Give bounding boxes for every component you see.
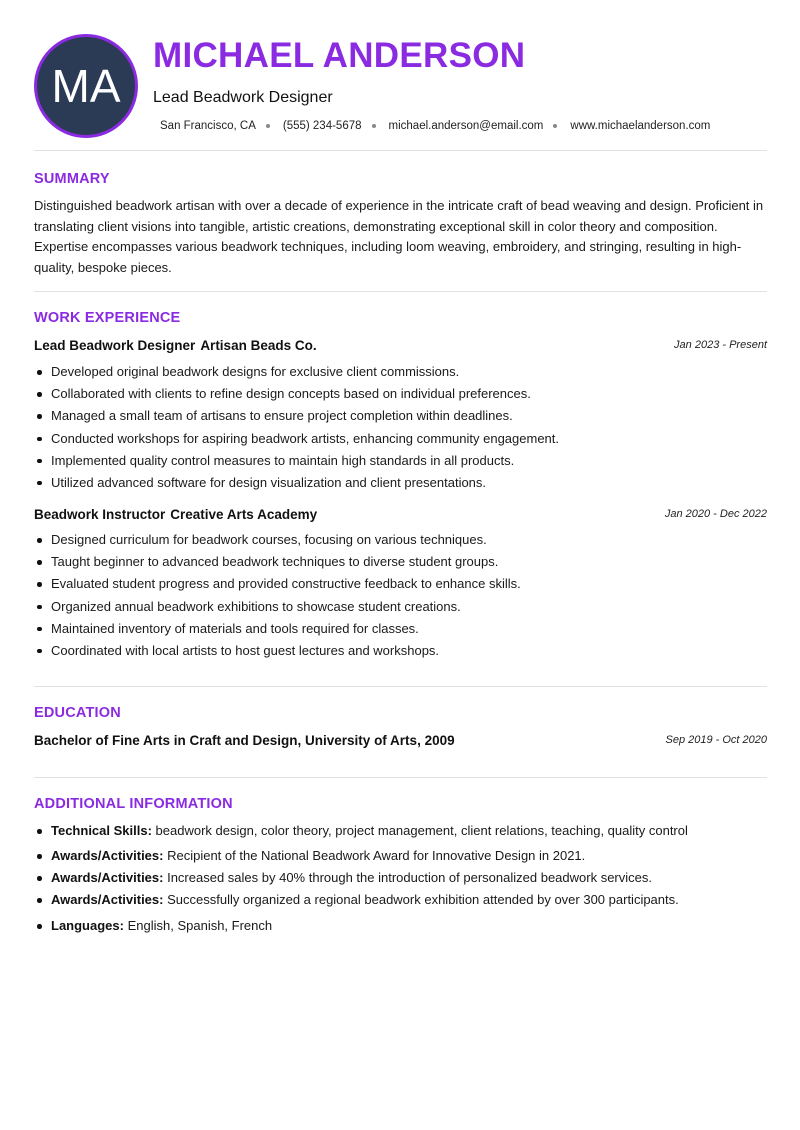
contact-location: San Francisco, CA — [160, 120, 256, 132]
list-item — [34, 917, 767, 935]
info-text: Recipient of the National Beadwork Award for Innovative Design in 2021. — [167, 848, 586, 863]
info-label: Languages: — [51, 918, 124, 933]
separator-dot-icon — [372, 124, 376, 128]
contact-phone: (555) 234-5678 — [282, 120, 362, 132]
candidate-title: Lead Beadwork Designer — [153, 89, 333, 106]
list-item: Managed a small team of artisans to ensure project completion within deadlines. — [34, 407, 767, 429]
education-dates: Sep 2019 - Oct 2020 — [665, 734, 767, 746]
section-divider — [34, 777, 767, 778]
job-header — [34, 337, 767, 357]
additional-list — [34, 822, 767, 935]
contact-website[interactable]: www.michaelanderson.com — [570, 120, 711, 132]
info-text: Increased sales by 40% through the introduction of personalized beadwork services. — [167, 870, 652, 885]
education-entry — [34, 732, 767, 752]
list-item: Organized annual beadwork exhibitions to showcase student creations. — [34, 598, 767, 620]
section-divider — [34, 150, 767, 151]
list-item: Utilized advanced software for design visualization and client presentations. — [34, 474, 767, 496]
list-item: Taught beginner to advanced beadwork techniques to diverse student groups. — [34, 553, 767, 575]
avatar — [34, 34, 138, 138]
list-item: Developed original beadwork designs for exclusive client commissions. — [34, 363, 767, 385]
education-degree: Bachelor of Fine Arts in Craft and Design, University of Arts, 2009 — [34, 733, 455, 748]
list-item — [34, 891, 767, 909]
info-label: Awards/Activities: — [51, 892, 164, 907]
info-text: English, Spanish, French — [127, 918, 273, 933]
contact-bar — [160, 120, 710, 132]
list-item — [34, 869, 767, 887]
job-dates: Jan 2020 - Dec 2022 — [664, 508, 767, 520]
job-dates: Jan 2023 - Present — [674, 339, 767, 351]
summary-text: Distinguished beadwork artisan with over a decade of experience in the intricate craft of bead weaving and design. Proficient in translating client visions into tangible, artistic creations, demonstrating exceptional skill in color theory and composition. Expertise encompasses various beadwork techniques, including loom weaving, embroidery, and stringing, resulting in high-quality, bespoke pieces. — [34, 198, 764, 276]
section-divider — [34, 686, 767, 687]
list-item: Designed curriculum for beadwork courses, focusing on various techniques. — [34, 531, 767, 553]
job-role: Beadwork Instructor — [34, 507, 166, 522]
contact-email[interactable]: michael.anderson@email.com — [388, 120, 544, 132]
list-item: Coordinated with local artists to host guest lectures and workshops. — [34, 642, 767, 664]
job-header — [34, 506, 767, 526]
candidate-name: MICHAEL ANDERSON — [153, 36, 526, 75]
list-item: Collaborated with clients to refine design concepts based on individual preferences. — [34, 385, 767, 407]
job-company: Artisan Beads Co. — [200, 338, 317, 353]
additional-heading: ADDITIONAL INFORMATION — [34, 796, 233, 812]
job-company: Creative Arts Academy — [170, 507, 318, 522]
list-item: Implemented quality control measures to maintain high standards in all products. — [34, 452, 767, 474]
separator-dot-icon — [553, 124, 557, 128]
job-bullets — [34, 363, 767, 496]
info-text: Successfully organized a regional beadwork exhibition attended by over 300 participants. — [167, 892, 679, 907]
summary-heading: SUMMARY — [34, 171, 110, 187]
list-item — [34, 822, 767, 840]
info-label: Awards/Activities: — [51, 848, 164, 863]
experience-heading: WORK EXPERIENCE — [34, 310, 181, 326]
separator-dot-icon — [266, 124, 270, 128]
list-item: Conducted workshops for aspiring beadwork artists, enhancing community engagement. — [34, 430, 767, 452]
list-item: Maintained inventory of materials and tools required for classes. — [34, 620, 767, 642]
list-item: Evaluated student progress and provided constructive feedback to enhance skills. — [34, 575, 767, 597]
job-role: Lead Beadwork Designer — [34, 338, 196, 353]
section-divider — [34, 291, 767, 292]
info-text: beadwork design, color theory, project management, client relations, teaching, quality control — [155, 823, 688, 838]
avatar-initials: MA — [51, 60, 121, 112]
job-bullets — [34, 531, 767, 664]
education-heading: EDUCATION — [34, 705, 121, 721]
list-item — [34, 847, 767, 865]
info-label: Awards/Activities: — [51, 870, 164, 885]
info-label: Technical Skills: — [51, 823, 152, 838]
